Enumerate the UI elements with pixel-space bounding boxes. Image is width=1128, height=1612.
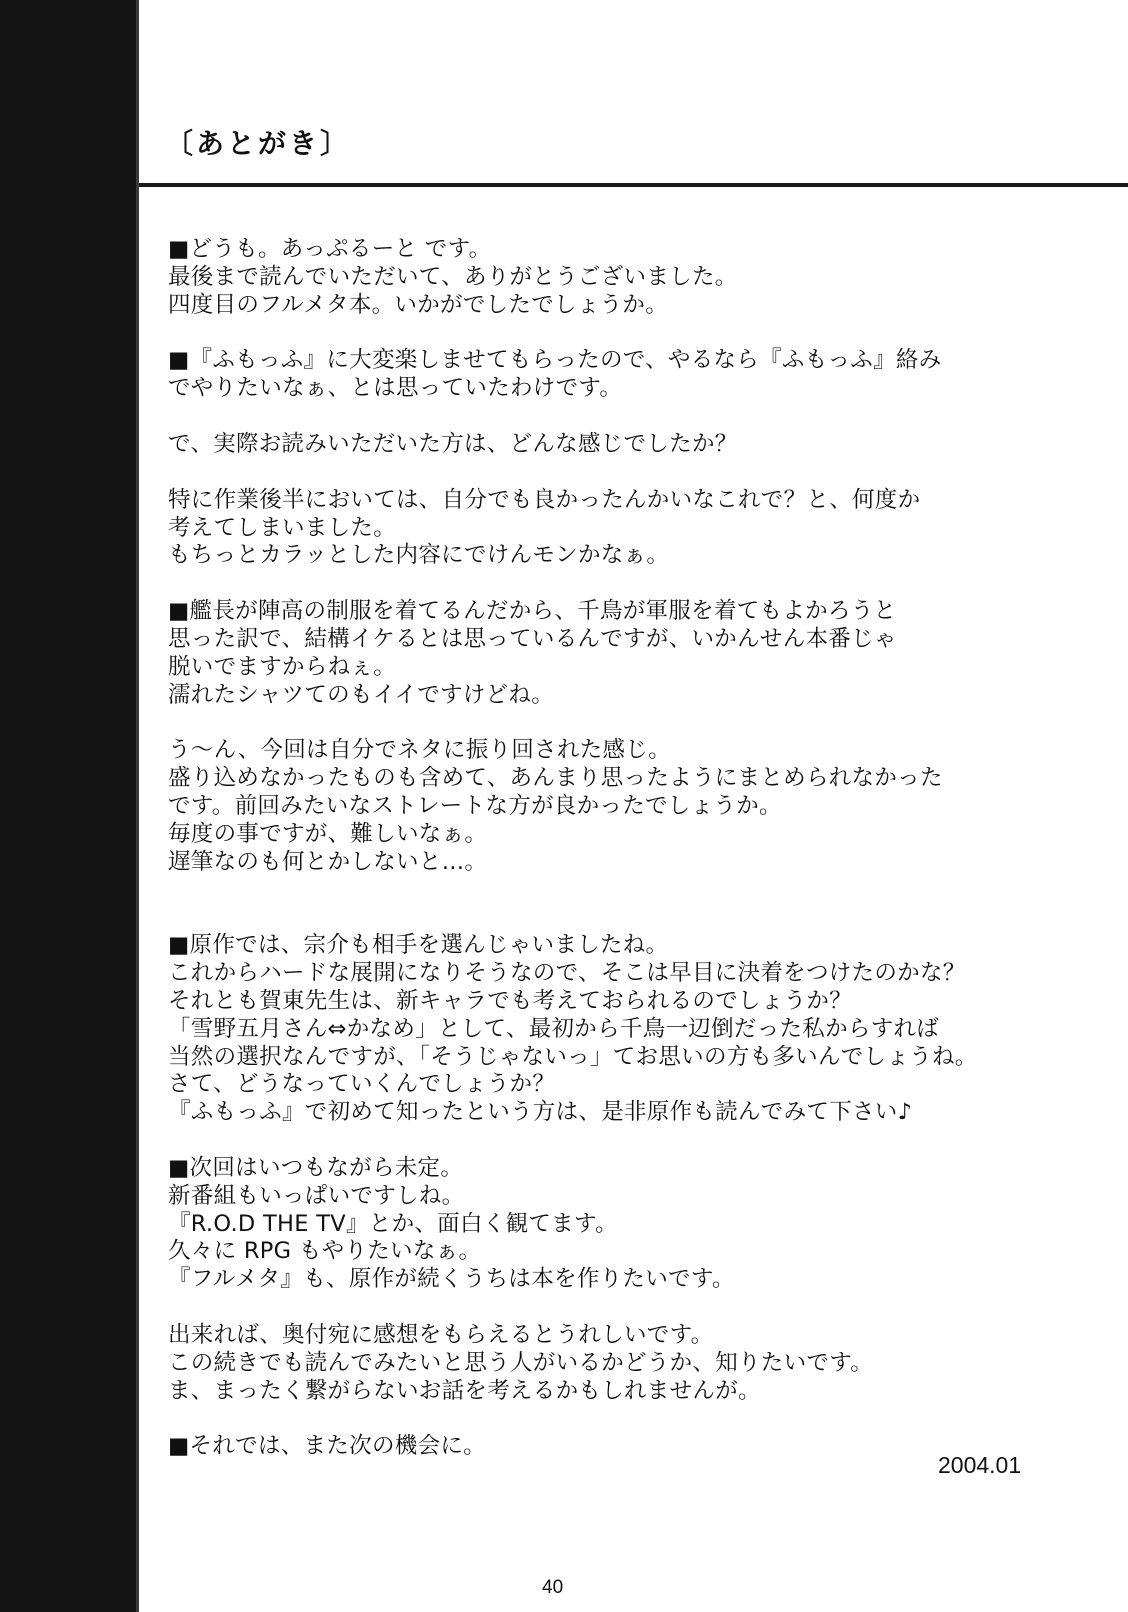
date-signature: 2004.01: [938, 1452, 1022, 1478]
paragraph-second-half: [168, 487, 1068, 570]
text-line: 特に作業後半においては、自分でも良かったんかいなこれで？と、何度か: [168, 486, 921, 513]
text-line: これからハードな展開になりそうなので、そこは早目に決着をつけたのかな？: [168, 960, 966, 987]
text-line: う～ん、今回は自分でネタに振り回された感じ。: [168, 737, 671, 764]
text-line: ■『ふもっふ』に大変楽しませてもらったので、やるなら『ふもっふ』絡み: [168, 347, 942, 374]
text-line: 濡れたシャツてのもイイですけどね。: [168, 681, 555, 708]
paragraph-question: [168, 431, 1068, 459]
text-line: 盛り込めなかったものも含めて、あんまり思ったようにまとめられなかった: [168, 765, 943, 792]
text-line: 『フルメタ』も、原作が続くうちは本を作りたいです。: [168, 1266, 735, 1293]
text-line: 考えてしまいました。: [168, 514, 397, 541]
text-line: 久々に RPG もやりたいなぁ。: [168, 1238, 482, 1265]
text-line: 『R.O.D THE TV』とか、面白く観てます。: [168, 1210, 618, 1237]
text-line: 四度目のフルメタ本。いかがでしたでしょうか。: [168, 291, 669, 318]
text-line: この続きでも読んでみたいと思う人がいるかどうか、知りたいです。: [168, 1349, 874, 1376]
text-line: ■それでは、また次の機会に。: [168, 1433, 486, 1460]
page-heading: 〔あとがき〕: [165, 127, 352, 160]
paragraph-greeting: [168, 236, 1068, 319]
text-line: それとも賀東先生は、新キャラでも考えておられるのでしょうか？: [168, 987, 853, 1014]
paragraph-uniform: [168, 598, 1068, 709]
paragraph-next-time: [168, 1155, 1068, 1294]
text-line: ■原作では、宗介も相手を選んじゃいましたね。: [168, 932, 669, 959]
text-line: 最後まで読んでいただいて、ありがとうございました。: [168, 263, 738, 290]
page-number: 40: [542, 1577, 564, 1598]
page-edge-black-bar: [0, 0, 139, 1612]
text-line: 遅筆なのも何とかしないと…。: [168, 848, 488, 875]
text-line: 『ふもっふ』で初めて知ったという方は、是非原作も読んでみて下さい♪: [168, 1099, 913, 1126]
text-line: もちっとカラッとした内容にでけんモンかなぁ。: [168, 542, 670, 569]
text-line: ■どうも。あっぷるーと です。: [168, 236, 492, 262]
text-line: 脱いでますからねぇ。: [168, 653, 397, 680]
paragraph-feedback: [168, 1322, 1068, 1405]
text-line: です。前回みたいなストレートな方が良かったでしょうか。: [168, 792, 782, 819]
paragraph-fumoffu: [168, 347, 1068, 403]
text-line: さて、どうなっていくんでしょうか？: [168, 1071, 556, 1098]
text-line: でやりたいなぁ、とは思っていたわけです。: [168, 375, 623, 402]
text-line: ■次回はいつもながら未定。: [168, 1154, 464, 1181]
paragraph-reflection: [168, 737, 1068, 876]
text-line: ■艦長が陣高の制服を着てるんだから、千鳥が軍服を着てもよかろうと: [168, 598, 897, 625]
text-line: 「雪野五月さん⇔かなめ」として、最初から千鳥一辺倒だった私からすれば: [168, 1015, 940, 1042]
paragraph-original-work: [168, 932, 1068, 1127]
paragraph-closing: [168, 1433, 1068, 1461]
text-line: 毎度の事ですが、難しいなぁ。: [168, 820, 488, 847]
afterword-body: [168, 236, 1068, 1489]
text-line: 新番組もいっぱいですしね。: [168, 1182, 465, 1209]
text-line: ま、まったく繋がらないお話を考えるかもしれませんが。: [168, 1377, 761, 1404]
heading-divider: [139, 183, 1128, 187]
text-line: で、実際お読みいただいた方は、どんな感じでしたか？: [168, 430, 738, 457]
text-line: 出来れば、奥付宛に感想をもらえるとうれしいです。: [168, 1321, 714, 1348]
text-line: 思った訳で、結構イケるとは思っているんですが、いかんせん本番じゃ: [168, 625, 897, 652]
text-line: 当然の選択なんですが、「そうじゃないっ」てお思いの方も多いんでしょうね。: [168, 1043, 978, 1070]
